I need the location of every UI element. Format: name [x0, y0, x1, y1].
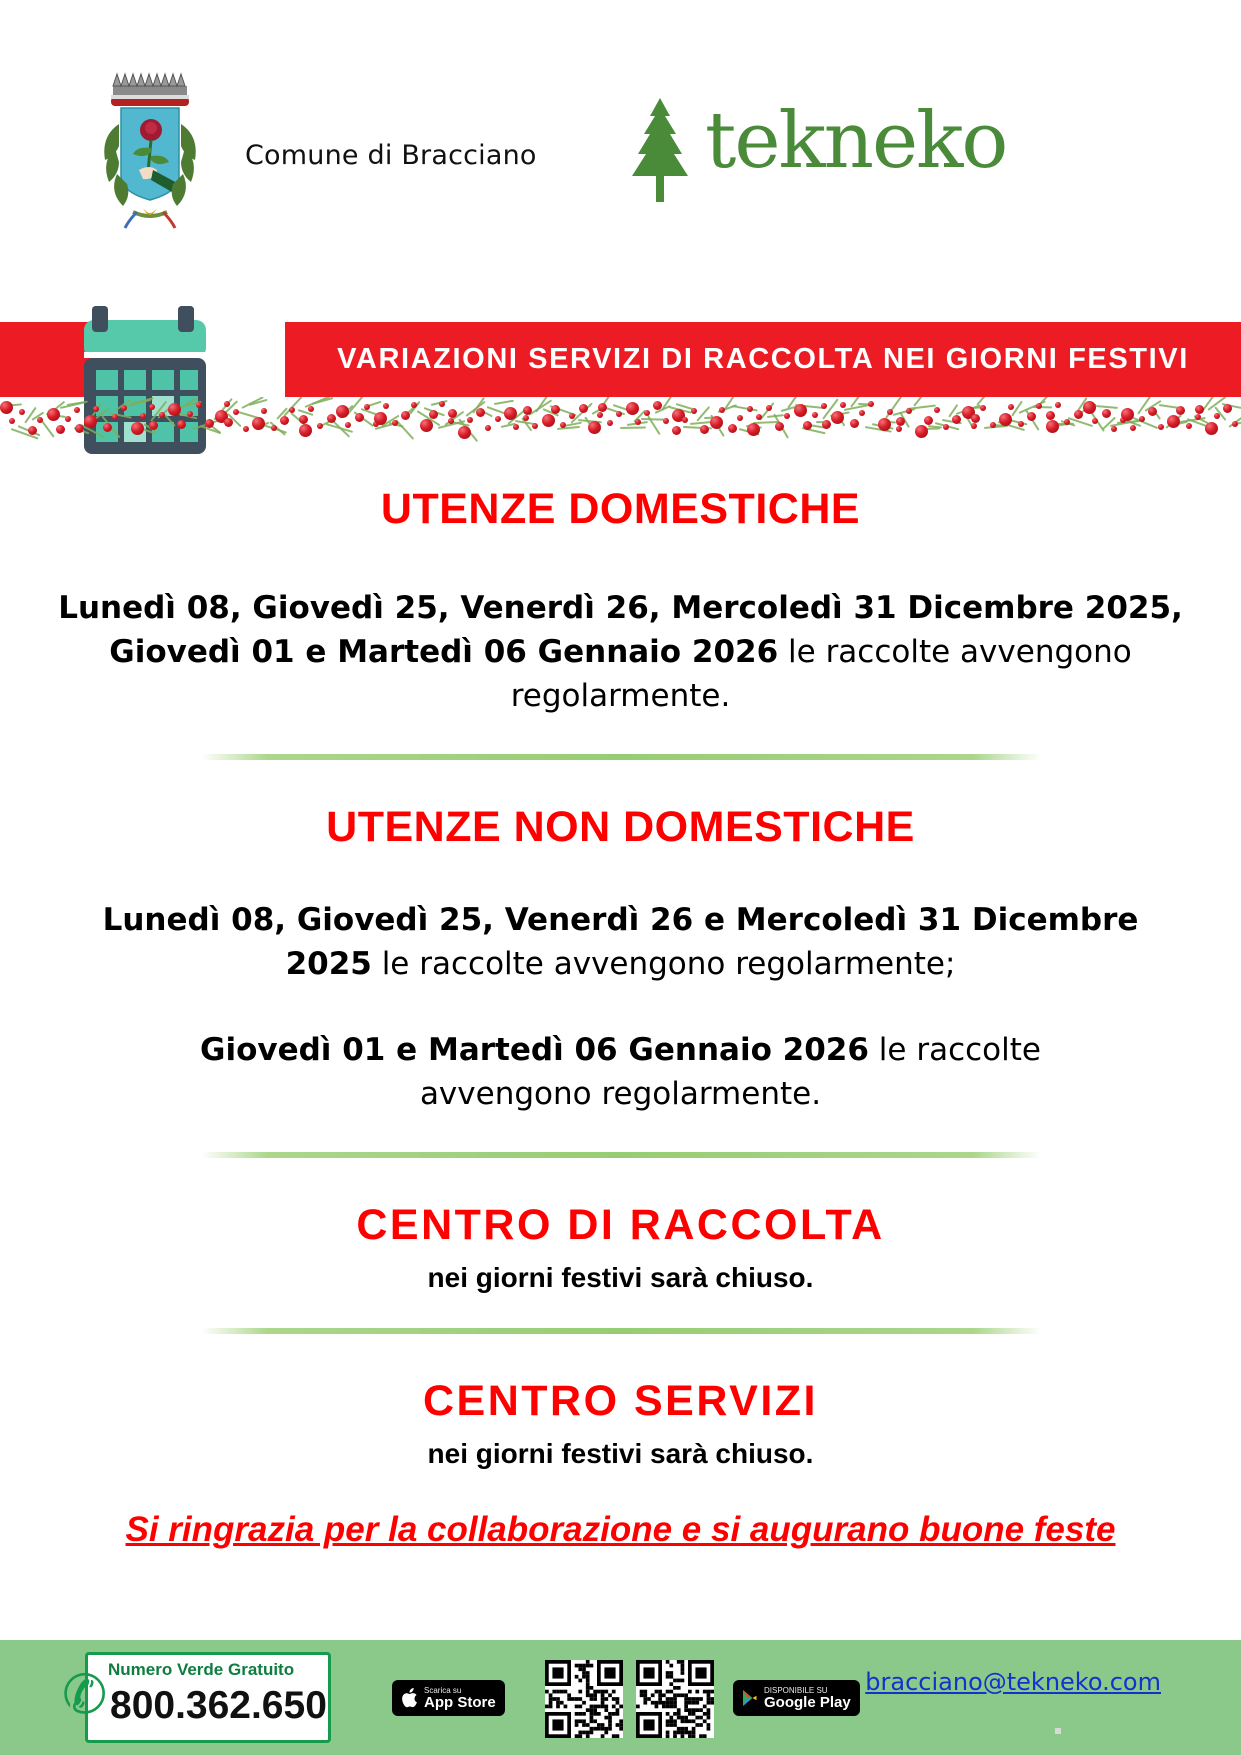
section-heading-utenze-non-domestiche: UTENZE NON DOMESTICHE	[326, 803, 915, 851]
qr-code-icon[interactable]	[636, 1660, 714, 1738]
main-content	[0, 462, 1241, 1550]
paragraph-non-domestiche-2-dates: Giovedì 01 e Martedì 06 Gennaio 2026	[200, 1032, 869, 1068]
paragraph-domestiche	[51, 586, 1191, 718]
paragraph-non-domestiche-2	[116, 1028, 1126, 1116]
pine-tree-icon	[620, 96, 700, 206]
paragraph-non-domestiche-1-text: le raccolte avvengono regolarmente;	[371, 946, 956, 982]
municipality-name: Comune di Bracciano	[245, 140, 537, 171]
section-heading-centro-servizi: CENTRO SERVIZI	[423, 1377, 818, 1425]
apple-icon	[401, 1688, 418, 1708]
section-heading-utenze-domestiche: UTENZE DOMESTICHE	[380, 485, 861, 533]
christmas-garland-decoration	[0, 397, 1241, 443]
google-play-badge[interactable]	[733, 1680, 860, 1716]
page-footer	[0, 1640, 1241, 1755]
qr-code-icon[interactable]	[545, 1660, 623, 1738]
banner-title: VARIAZIONI SERVIZI DI RACCOLTA NEI GIORNI FESTIVI	[337, 343, 1189, 375]
paragraph-non-domestiche-1	[91, 898, 1151, 986]
tekneko-logo	[620, 96, 1007, 206]
app-store-badge-small: Scarica su	[424, 1685, 462, 1695]
paragraph-domestiche-text: le raccolte avvengono regolarmente.	[510, 634, 1132, 714]
page-header	[0, 0, 1241, 250]
note-centro-servizi: nei giorni festivi sarà chiuso.	[427, 1438, 814, 1469]
contact-email[interactable]: bracciano@tekneko.com	[865, 1668, 1161, 1696]
note-centro-di-raccolta: nei giorni festivi sarà chiuso.	[427, 1262, 814, 1293]
google-play-badge-small: DISPONIBILE SU	[764, 1685, 828, 1695]
banner-strip	[0, 322, 1241, 462]
google-play-badge-big: Google Play	[764, 1693, 851, 1711]
google-play-icon	[742, 1689, 758, 1707]
footer-decoration	[1055, 1728, 1061, 1734]
paragraph-domestiche-dates: Lunedì 08, Giovedì 25, Venerdì 26, Mercoledì 31 Dicembre 2025, Giovedì 01 e Martedì 06 Gennaio 2026	[58, 590, 1183, 670]
green-number-label: Numero Verde Gratuito	[108, 1660, 295, 1679]
closing-message: Si ringrazia per la collaborazione e si augurano buone feste	[125, 1510, 1116, 1549]
paragraph-non-domestiche-2-text: le raccolte avvengono regolarmente.	[419, 1032, 1041, 1112]
green-number-value: 800.362.650	[110, 1684, 327, 1727]
tekneko-wordmark: tekneko	[705, 96, 1007, 186]
app-store-badge-big: App Store	[424, 1693, 496, 1711]
section-heading-centro-di-raccolta: CENTRO DI RACCOLTA	[356, 1201, 885, 1249]
municipality-crest-icon	[95, 72, 205, 232]
paragraph-non-domestiche-1-dates: Lunedì 08, Giovedì 25, Venerdì 26 e Mercoledì 31 Dicembre 2025	[102, 902, 1139, 982]
app-store-badge[interactable]	[392, 1680, 505, 1716]
phone-icon: ✆	[62, 1665, 108, 1725]
calendar-icon	[70, 292, 270, 477]
